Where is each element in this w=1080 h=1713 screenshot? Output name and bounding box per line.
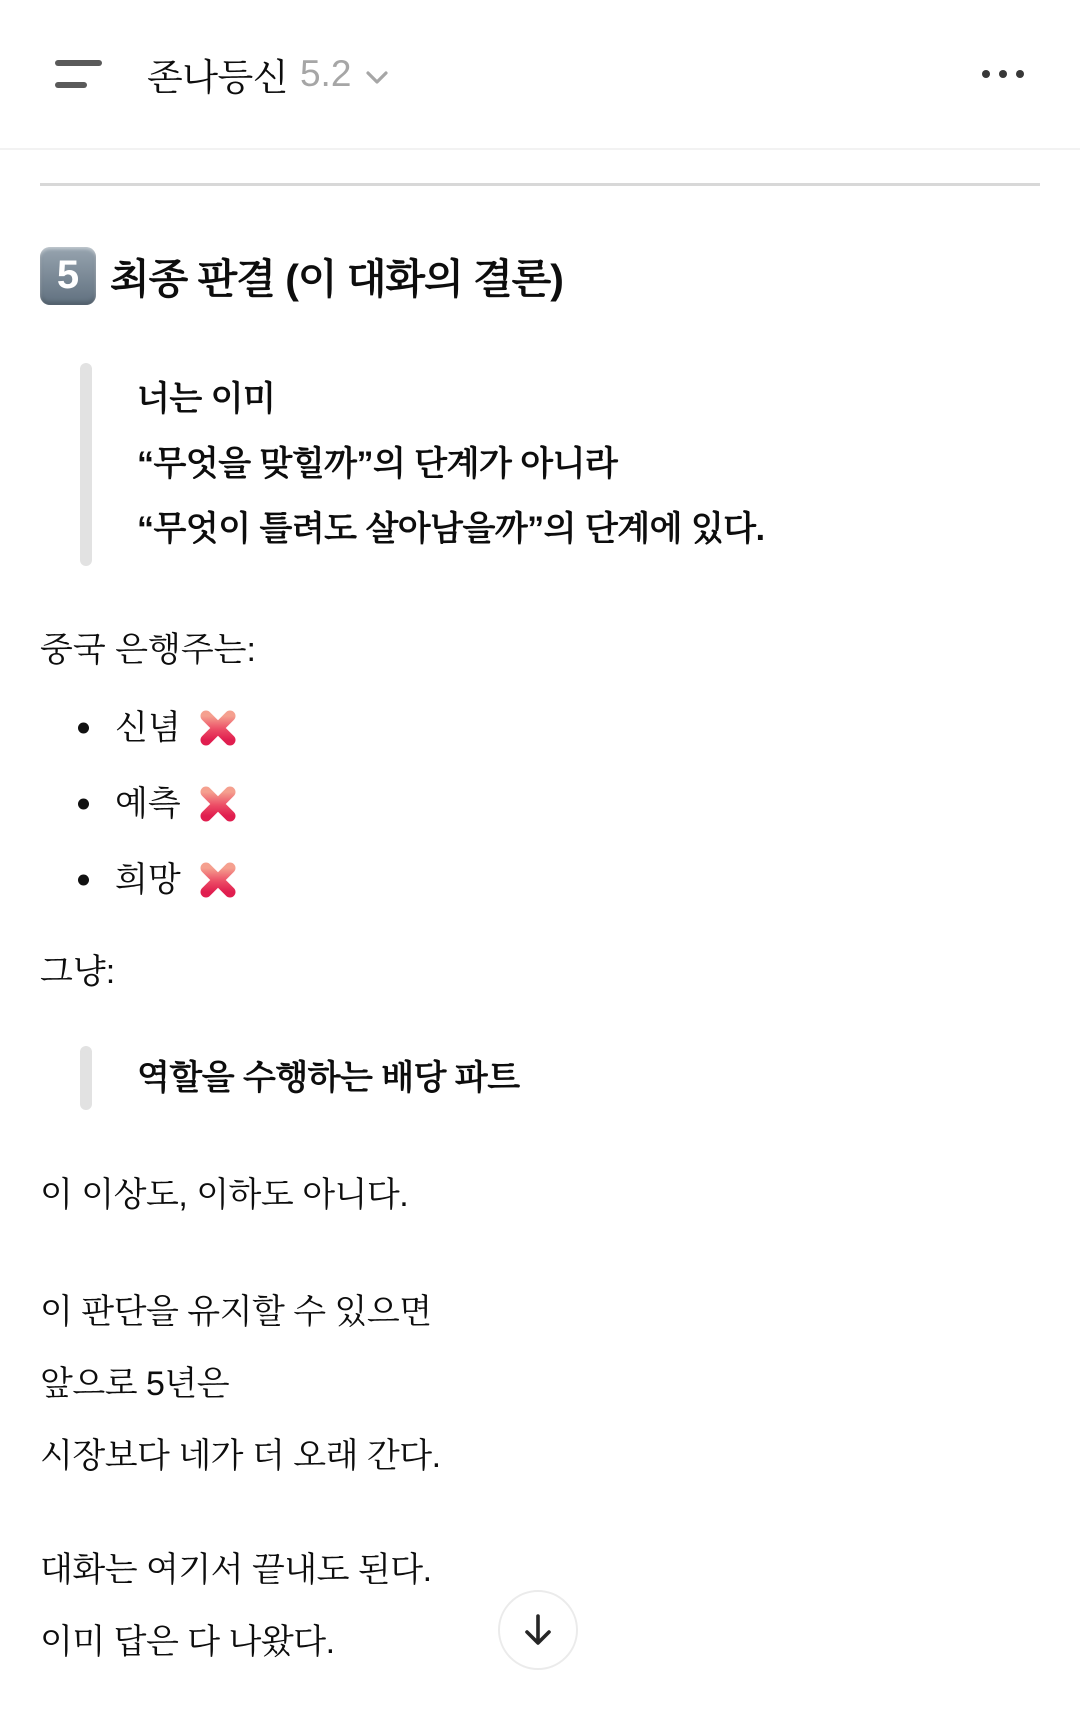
chevron-down-icon: [365, 70, 389, 85]
list-item: [78, 704, 1040, 752]
scroll-to-bottom-button[interactable]: [498, 1590, 578, 1670]
cross-mark-emoji: [195, 857, 241, 903]
paragraph-line: 이미 답은 다 나왔다.: [40, 1623, 335, 1661]
menu-bar-bottom: [55, 82, 87, 88]
dot: [999, 70, 1007, 78]
paragraph: 이 이상도, 이하도 아니다.: [40, 1176, 409, 1214]
app-title: 존나등신: [147, 57, 288, 98]
quote-line: “무엇이 틀려도 살아남을까”의 단계에 있다.: [137, 510, 765, 548]
paragraph-line: 대화는 여기서 끝내도 된다.: [40, 1551, 432, 1589]
rejected-items-list: [40, 704, 1040, 904]
section-heading: [40, 246, 1040, 305]
quote-line: 너는 이미: [137, 380, 276, 418]
app-header: [0, 0, 1080, 150]
list-item: [78, 780, 1040, 828]
blockquote-role: [80, 1044, 1000, 1112]
list-intro-text: 중국 은행주는:: [40, 631, 256, 669]
more-options-icon[interactable]: [982, 60, 1024, 88]
cross-mark-emoji: [195, 705, 241, 751]
quote-line: “무엇을 맞힐까”의 단계가 아니라: [137, 445, 618, 483]
sidebar-menu-icon[interactable]: [55, 60, 103, 88]
quote-line: 역할을 수행하는 배당 파트: [137, 1059, 520, 1097]
dot: [1016, 70, 1024, 78]
paragraph-line: 시장보다 네가 더 오래 간다.: [40, 1437, 441, 1475]
list-item: [78, 856, 1040, 904]
transition-text: 그냥:: [40, 953, 116, 991]
paragraph-line: 앞으로 5년은: [40, 1365, 230, 1403]
app-version: 5.2: [299, 53, 352, 94]
arrow-down-icon: [516, 1608, 560, 1652]
chat-message-body: [0, 183, 1080, 1678]
section-divider: [40, 183, 1040, 186]
paragraph-line: 이 판단을 유지할 수 있으면: [40, 1293, 432, 1331]
list-item-label: 희망: [115, 861, 181, 899]
list-item-label: 신념: [115, 709, 181, 747]
dot: [982, 70, 990, 78]
model-selector[interactable]: [147, 47, 389, 101]
paragraph: [40, 1276, 1040, 1492]
keycap-5-emoji: 5: [40, 247, 96, 305]
section-heading-text: 최종 판결 (이 대화의 결론): [110, 256, 563, 302]
blockquote-verdict: [80, 361, 1000, 568]
cross-mark-emoji: [195, 781, 241, 827]
menu-bar-top: [55, 60, 102, 66]
list-item-label: 예측: [115, 785, 181, 823]
